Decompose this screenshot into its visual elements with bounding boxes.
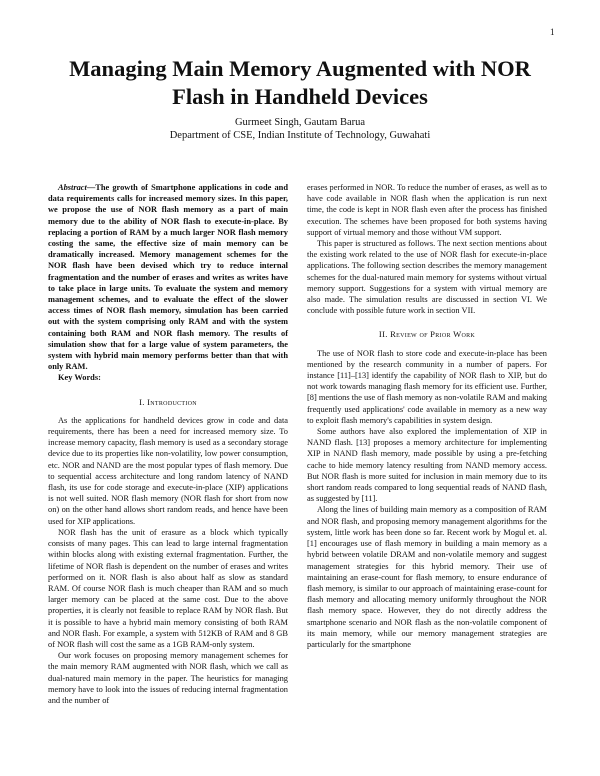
prior-paragraph-1: The use of NOR flash to store code and execute-in-place has been mentioned by the research community in a number of papers. For instance [11]–[13] identify the capability of NOR flash to XIP, but do not work towards managing flash memory for its efficient use. Further, [8] mentions the use of flash memory as non-volatile RAM and making frequently used applications' code available in memory as a new way to exploit flash memory's capabilities in system design.	[307, 348, 547, 425]
prior-paragraph-2: Some authors have also explored the implementation of XIP in NAND flash. [13] proposes a memory architecture for implementing XIP in NAND flash memory, made possible by using a pre-fetching cache to hide memory latency resulting from NAND memory access. But NOR flash is more suited for inclusion in main memory due to its short random reads compared to long sequential reads of NAND flash, as suggested by [11].	[307, 427, 547, 504]
intro-paragraph-2: NOR flash has the unit of erasure as a block which typically consists of many pages. This can lead to large internal fragmentation within blocks along with existing external fragmentation. Further, the lifetime of NOR flash is dependent on the number of erases and writes performed on it. NOR flash is also about half as slow as standard RAM. Of course NOR flash is much cheaper than RAM and so much larger memory can be placed at the same cost. Due to the above properties, it is clearly not feasible to replace RAM by NOR flash. But it is possible to have a hybrid main memory consisting of both RAM and NOR flash. For example, a system with 512KB of RAM and 8 GB of NOR flash will cost the same as a 1GB RAM-only system.	[48, 527, 288, 649]
authors: Gurmeet Singh, Gautam Barua	[234, 117, 366, 128]
author-block	[0, 116, 600, 142]
affiliation: Department of CSE, Indian Institute of Technology, Guwahati	[169, 130, 431, 141]
abstract	[48, 182, 288, 372]
title-line-2: Flash in Handheld Devices	[172, 84, 428, 109]
section-heading-introduction: I. Introduction	[139, 396, 197, 407]
right-paragraph-2: This paper is structured as follows. The next section mentions about the existing work related to the use of NOR flash for execute-in-place applications. The following section describes the memory management schemes for the dual-natured main memory for systems without virtual memory support. Suggestions for a system with virtual memory are also made. The simulation results are discussed in section VI. We conclude with possible future work in section VII.	[307, 239, 547, 316]
left-column	[48, 182, 288, 706]
page-number: 1	[550, 27, 555, 37]
intro-paragraph-1: As the applications for handheld devices grow in code and data requirements, there has been a need for increased memory size. To increase memory capacity, flash memory is used as a secondary storage device due to its properties like non-volatility, low power consumption, etc. NOR and NAND are the most popular types of flash memory. Due to sequential access architecture and long random latency of NAND flash, its use for code storage and execute-in-place (XIP) applications is not well suited. NOR flash memory (NOR flash for short from now on) on the other hand allows short random reads, and hence have been used for XIP applications.	[48, 415, 288, 526]
abstract-text: —The growth of Smartphone applications in code and data requirements calls for increased memory sizes. In this paper, we propose the use of NOR flash memory as a part of main memory due to the ability of NOR flash to execute-in-place. By replacing a portion of RAM by a much larger NOR flash memory costing the same, the effective size of main memory can be dramatically increased. Memory management schemes for the NOR flash have been devised which try to reduce internal fragmentation and the number of erases and writes as writes have to take place in large units. To evaluate the system and memory management schemes, and to evaluate the effect of the slower access times of NOR flash memory, simulation has been carried out with the system comprising only RAM and with the system containing both RAM and NOR flash memory. The results of simulation show that for a large value of system parameters, the system with hybrid main memory performs better than that with only RAM.	[48, 183, 288, 372]
section-heading-prior-work: II. Review of Prior Work	[378, 329, 476, 340]
intro-paragraph-3: Our work focuses on proposing memory management schemes for the main memory RAM augmented with NOR flash, which we call as dual-natured main memory in the paper. The heuristics for managing memory have to look into the issues of reducing internal fragmentation and the number of	[48, 651, 288, 705]
right-column	[307, 182, 547, 650]
prior-paragraph-3: Along the lines of building main memory as a composition of RAM and NOR flash, and proposing memory management algorithms for the system, little work has been done so far. Recent work by Mogul et. al. [1] encourages use of flash memory in building a main memory as a hybrid between volatile DRAM and non-volatile memory and suggest management strategies for this hybrid memory. Their use of maintaining an erase-count for flash memory, to ensure endurance of flash memory, is similar to our approach of maintaining erase-count for flash memory and allocating memory uniformly throughout the NOR flash memory space. However, they do not directly address the smartphone scenario and NOR flash as the non-volatile component of its main memory, while our memory management strategies are particularly for the smartphone	[307, 505, 547, 649]
paper-title	[0, 55, 600, 111]
abstract-label: Abstract	[58, 183, 87, 192]
title-line-1: Managing Main Memory Augmented with NOR	[69, 56, 531, 81]
keywords: Key Words:	[58, 373, 101, 383]
right-paragraph-1: erases performed in NOR. To reduce the number of erases, as well as to have code available in NOR flash when the application is run next time, the code is kept in NOR flash even after the process has finished execution. The schemes have been proposed for both systems having support of virtual memory and those without VM support.	[307, 183, 547, 237]
